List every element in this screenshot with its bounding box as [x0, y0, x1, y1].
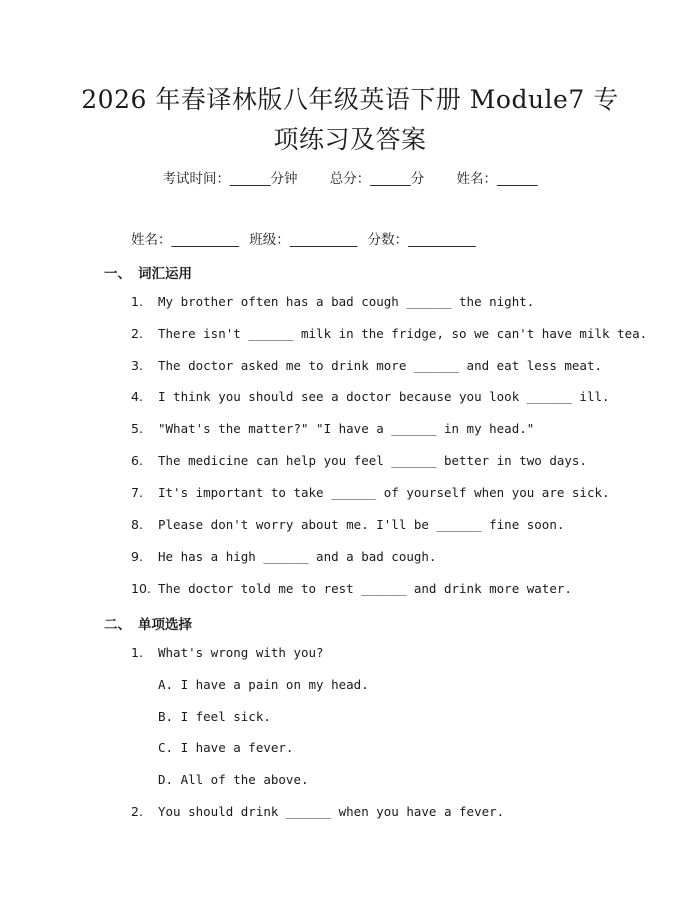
section-heading-vocabulary — [104, 262, 192, 282]
answer-option-a: A. I have a pain on my head. — [158, 677, 369, 692]
question-number: 7. — [131, 485, 143, 500]
question-text: I think you should see a doctor because you look ______ ill. — [158, 389, 610, 404]
question-item — [131, 358, 602, 373]
question-item — [131, 485, 610, 500]
question-item — [131, 453, 587, 468]
question-number: 3. — [131, 358, 143, 373]
question-text: It's important to take ______ of yourself when you are sick. — [158, 485, 610, 500]
question-item — [131, 326, 647, 341]
exam-name: 姓名：______ — [456, 171, 538, 187]
question-number: 1. — [131, 294, 143, 309]
question-text: Please don't worry about me. I'll be ______ fine soon. — [158, 517, 565, 532]
question-number: 2. — [131, 326, 143, 341]
question-text: The doctor asked me to drink more ______ and eat less meat. — [158, 358, 603, 373]
question-item — [131, 294, 534, 309]
question-number: 5. — [131, 421, 143, 436]
question-number: 1. — [131, 645, 143, 660]
question-number: 10. — [131, 581, 151, 596]
student-class: 班级：__________ — [249, 232, 358, 248]
answer-option-d: D. All of the above. — [158, 772, 309, 787]
question-text: The doctor told me to rest ______ and drink more water. — [158, 581, 572, 596]
student-score: 分数：__________ — [367, 232, 476, 248]
question-text: "What's the matter?" "I have a ______ in my head." — [158, 421, 535, 436]
question-item — [131, 517, 564, 532]
question-number: 6. — [131, 453, 143, 468]
question-number: 4. — [131, 389, 143, 404]
question-number: 2. — [131, 804, 143, 819]
section-heading-multiple-choice — [104, 613, 192, 633]
question-item — [131, 804, 504, 819]
section-title: 单项选择 — [138, 617, 192, 633]
answer-option-c: C. I have a fever. — [158, 740, 294, 755]
question-item — [131, 389, 610, 404]
student-info — [131, 228, 482, 248]
section-number: 一、 — [104, 266, 131, 282]
question-number: 8. — [131, 517, 143, 532]
question-item — [131, 645, 324, 660]
title-line-1: 2026 年春译林版八年级英语下册 Module7 专 — [81, 85, 619, 114]
student-name: 姓名：__________ — [131, 232, 239, 248]
question-text: He has a high ______ and a bad cough. — [158, 549, 437, 564]
title-line-2: 项练习及答案 — [273, 125, 427, 154]
question-text: You should drink ______ when you have a fever. — [158, 804, 505, 819]
answer-option-b: B. I feel sick. — [158, 709, 271, 724]
question-text: My brother often has a bad cough ______ the night. — [158, 294, 535, 309]
question-text: The medicine can help you feel ______ better in two days. — [158, 453, 587, 468]
exam-meta — [0, 167, 700, 187]
question-text: There isn't ______ milk in the fridge, so we can't have milk tea. — [158, 326, 648, 341]
question-text: What's wrong with you? — [158, 645, 324, 660]
question-item — [131, 421, 534, 436]
document-title — [60, 80, 640, 160]
section-number: 二、 — [104, 617, 131, 633]
section-title: 词汇运用 — [138, 266, 192, 282]
question-item — [131, 581, 572, 596]
question-number: 9. — [131, 549, 143, 564]
exam-total-score: 总分：______分 — [329, 171, 425, 187]
exam-time: 考试时间：______分钟 — [162, 171, 298, 187]
question-item — [131, 549, 436, 564]
